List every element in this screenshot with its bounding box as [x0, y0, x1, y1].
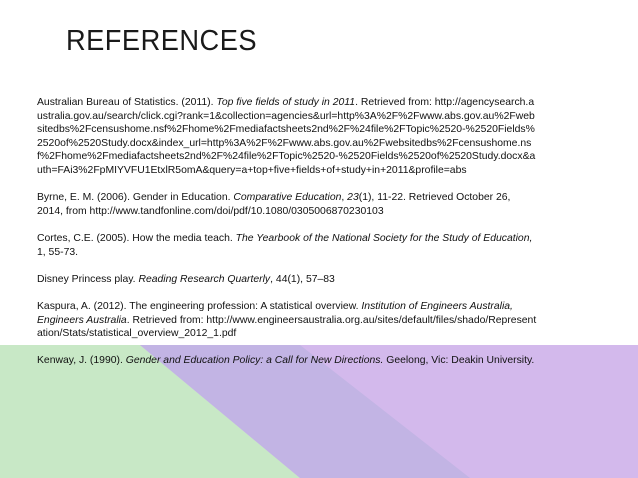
reference-text: Byrne, E. M. (2006). Gender in Education.	[37, 192, 234, 204]
reference-item	[37, 191, 537, 218]
reference-text: Australian Bureau of Statistics. (2011).	[37, 97, 217, 108]
reference-item	[37, 96, 537, 178]
reference-text: ,	[341, 192, 348, 204]
reference-text: Geelong, Vic: Deakin University.	[383, 355, 535, 367]
reference-text: Disney Princess play.	[37, 273, 139, 285]
reference-item	[37, 300, 537, 341]
reference-text: Cortes, C.E. (2005). How the media teach.	[37, 232, 236, 244]
reference-text: Kenway, J. (1990).	[37, 355, 126, 367]
reference-text: . Retrieved from: http://www.engineersaustralia.org.au/sites/default/files/shado/Representation/Stats/statistical_overview_2012_1.pdf	[37, 314, 537, 340]
reference-text: . Retrieved from: http://agencysearch.australia.gov.au/search/click.cgi?rank=1&collection=agencies&url=http%3A%2F%2Fwww.abs.gov.au%2Fwebsitedbs%2Fcensushome.nsf%2Fhome%2Fmediafactsheets2nd%2F%24file%2FTopic%2520-%2520Fields%2520of%2520Study.docx&index_url=http%3A%2F%2Fwww.abs.gov.au%2Fwebsitedbs%2Fcensushome.nsf%2Fhome%2Fmediafactsheets2nd%2F%24file%2FTopic%2520-%2520Fields%2520of%2520Study.docx&auth=FAi3%2FpMIYVFU1EtxlR5omA&query=a+top+five+fields+of+study+in+2011&profile=abs	[37, 97, 536, 176]
reference-text: (1), 11-22. Retrieved October 26, 2014, from http://www.tandfonline.com/doi/pdf/10.1080/0305006870230103	[37, 192, 511, 217]
reference-italic-title: Top five fields of study in 2011	[216, 97, 356, 108]
reference-italic-title: The Yearbook of the National Society for the Study of Education,	[235, 232, 533, 244]
reference-italic-title: Institution of Engineers Australia, Engineers Australia	[37, 300, 513, 326]
reference-text: , 44(1), 57–83	[270, 273, 335, 285]
reference-item	[37, 232, 537, 259]
reference-text: Kaspura, A. (2012). The engineering profession: A statistical overview.	[37, 300, 362, 312]
reference-text: 1, 55-73.	[37, 246, 79, 258]
slide-title: REFERENCES	[66, 25, 258, 57]
reference-italic-title: Reading Research Quarterly	[138, 273, 271, 285]
reference-italic-title: Gender and Education Policy: a Call for New Directions.	[125, 355, 384, 367]
references-list	[37, 96, 537, 381]
reference-item	[37, 273, 537, 287]
reference-item	[37, 354, 537, 368]
reference-italic-title: Comparative Education	[233, 192, 342, 204]
reference-italic-volume: 23	[347, 192, 359, 204]
